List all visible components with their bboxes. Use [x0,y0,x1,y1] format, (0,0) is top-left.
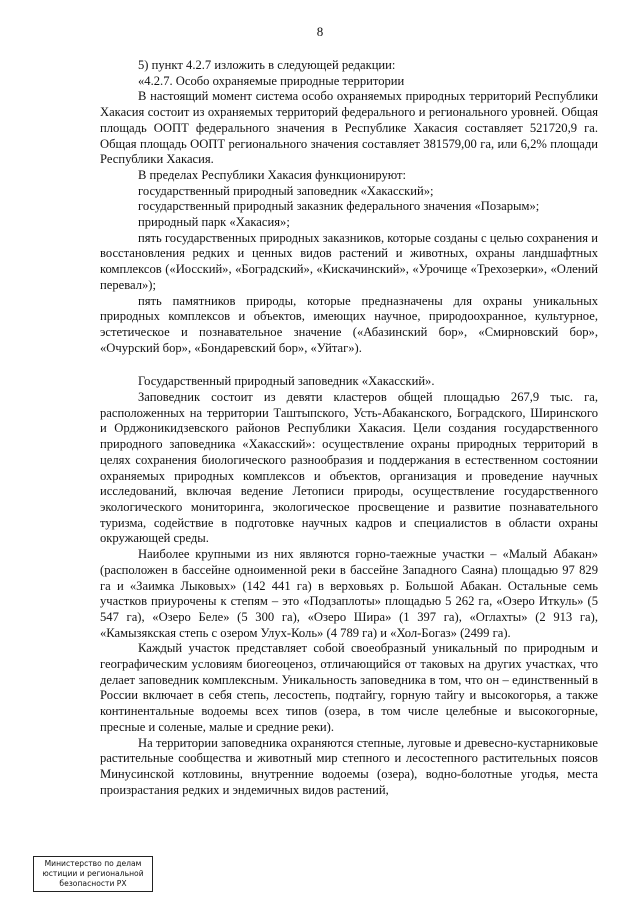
list-item-reserve: государственный природный заповедник «Хакасский»; [138,183,434,198]
document-body [100,58,598,798]
paragraph-uniqueness: Каждый участок представляет собой своеобразный уникальный по природным и географическим условиям биогеоценоз, отличающийся от таковых на других участках, что делает заповедник комплексным. Уникальность заповедника в том, что он – единственный в России включает в себя степь, лесостепь, подтайгу, горную тайгу и высокогорья, а также континентальные водоемы всех типов (озера, в том числе целебные и высокогорные, пресные и соленые, малые и средние реки). [100,641,598,734]
page-number: 8 [316,24,324,39]
paragraph-protected-communities: На территории заповедника охраняются степные, луговые и древесно-кустарниковые растительные сообщества и животный мир степного и лесостепного растительных поясов Минусинской котловины, внутренние водоемы (озера), водно-болотные угодья, места произрастания редких и эндемичных видов растений, [100,735,598,797]
paragraph-functioning: В пределах Республики Хакасия функционируют: [138,167,407,182]
stamp-line: юстиции и региональной [42,869,144,878]
section-heading: «4.2.7. Особо охраняемые природные территории [138,73,405,88]
list-item-park: природный парк «Хакасия»; [138,215,290,230]
paragraph-natural-monuments: пять памятников природы, которые предназначены для охраны уникальных природных комплексов и объектов, имеющих научное, природоохранное, культурное, эстетическое и познавательное значение («Абазинский бор», «Смирновский бор», «Очурский бор», «Бондаревский бор», «Уйтаг»). [100,293,598,355]
paragraph-largest-sites: Наиболее крупными из них являются горно-таежные участки – «Малый Абакан» (расположен в бассейне одноименной реки в бассейне Западного Саяна) площадью 97 829 га и «Заимка Лыковых» (142 441 га) в верховьях р. Большой Абакан. Остальные семь участков приурочены к степям – это «Подзаплоты» площадью 5 262 га, «Озеро Иткуль» (5 547 га), «Озеро Беле» (5 300 га), «Озеро Шира» (1 397 га), «Оглахты» (2 913 га), «Камызякская степь с озером Улух-Коль» (4 789 га) и «Хол-Богаз» (2499 га). [100,547,598,640]
paragraph-system-overview: В настоящий момент система особо охраняемых природных территорий Республики Хакасия состоит из охраняемых территорий федерального и регионального уровней. Общая площадь ООПТ федерального значения в Республике Хакасия составляет 521720,9 га. Общая площадь ООПТ регионального значения составляет 381579,00 га, или 6,2% площади Республики Хакасия. [100,89,598,167]
subheading-reserve: Государственный природный заповедник «Хакасский». [138,374,435,389]
ministry-stamp [33,856,153,892]
paragraph-gap [100,356,598,374]
paragraph-reserve-clusters: Заповедник состоит из девяти кластеров общей площадью 267,9 тыс. га, расположенных на территории Таштыпского, Усть-Абаканского, Боградского, Ширинского и Орджоникидзевского районов Республики Хакасия. Цели создания государственного природного заповедника «Хакасский»: осуществление охраны природных территорий в целях сохранения биологического разнообразия и поддержания в естественном состоянии охраняемых природных комплексов и объектов, организация и проведение научных исследований, включая ведение Летописи природы, осуществление государственного экологического мониторинга, экологическое просвещение и развитие познавательного туризма, содействие в подготовке научных кадров и специалистов в области охраны окружающей среды. [100,390,598,546]
amendment-item: 5) пункт 4.2.7 изложить в следующей редакции: [138,58,396,72]
stamp-line: Министерство по делам [44,859,142,868]
paragraph-state-sanctuaries: пять государственных природных заказников, которые созданы с целью сохранения и восстановления редких и ценных видов растений и животных, охраны ландшафтных комплексов («Иосский», «Боградский», «Кискачинский», «Урочище «Трехозерки», «Олений перевал»); [100,230,598,292]
list-item-sanctuary: государственный природный заказник федерального значения «Позарым»; [138,199,540,214]
stamp-line: безопасности РХ [59,879,127,888]
